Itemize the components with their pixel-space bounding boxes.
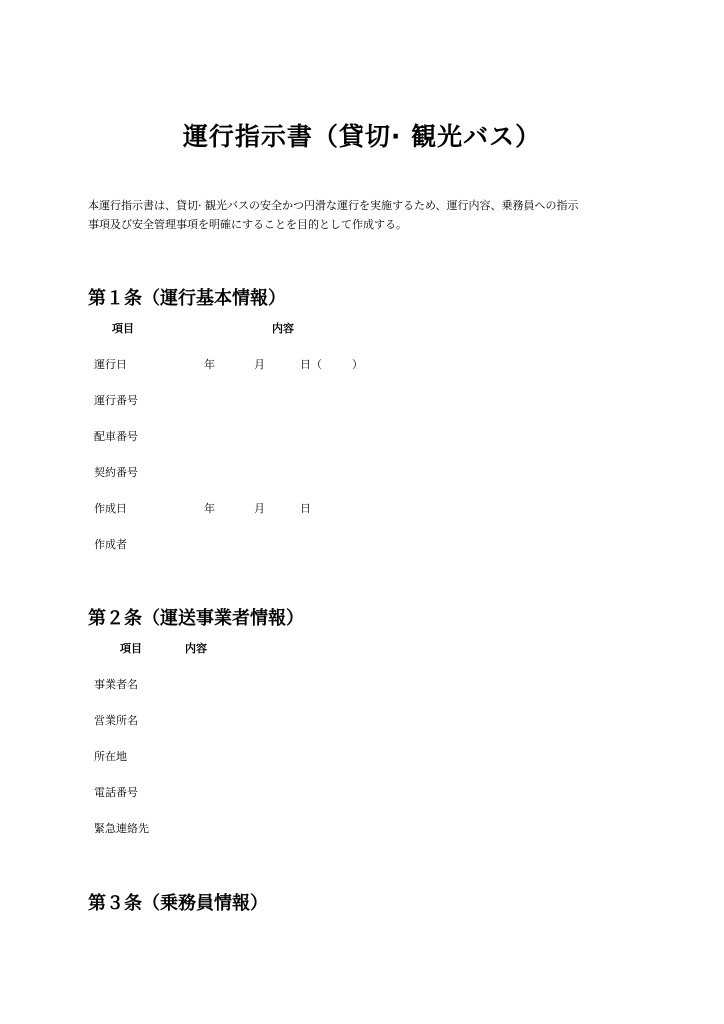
row-label-operation-date: 運行日: [94, 358, 127, 371]
section-2-heading: 第２条（運送事業者情報）: [88, 608, 304, 629]
intro-line-2: 事項及び安全管理事項を明確にすることを目的として作成する。: [88, 218, 407, 231]
row-label-author: 作成者: [94, 538, 127, 551]
document-title: 運行指示書（貸切· 観光バス）: [182, 122, 542, 151]
operation-date-year: 年: [204, 358, 215, 371]
section-2-col-item: 項目: [120, 642, 142, 655]
row-label-emergency-contact: 緊急連絡先: [94, 822, 149, 835]
created-date-month: 月: [254, 502, 265, 515]
operation-date-weekday-close: ）: [352, 358, 363, 371]
created-date-day: 日: [300, 502, 311, 515]
row-label-office-name: 営業所名: [94, 714, 138, 727]
section-1-col-item: 項目: [112, 322, 134, 335]
row-label-phone: 電話番号: [94, 786, 138, 799]
row-label-dispatch-number: 配車番号: [94, 430, 138, 443]
section-1-heading: 第１条（運行基本情報）: [88, 288, 286, 309]
row-label-created-date: 作成日: [94, 502, 127, 515]
intro-paragraph: [88, 196, 648, 234]
operation-date-day: 日（: [300, 358, 322, 371]
section-3-heading: 第３条（乗務員情報）: [88, 893, 268, 914]
intro-line-1: 本運行指示書は、貸切· 観光バスの安全かつ円滑な運行を実施するため、運行内容、乗務員への指示: [88, 199, 579, 212]
row-label-address: 所在地: [94, 750, 127, 763]
section-1-col-content: 内容: [272, 322, 294, 335]
row-label-contract-number: 契約番号: [94, 466, 138, 479]
section-2-col-content: 内容: [185, 642, 207, 655]
created-date-year: 年: [204, 502, 215, 515]
row-label-operator-name: 事業者名: [94, 678, 138, 691]
operation-date-month: 月: [254, 358, 265, 371]
row-label-operation-number: 運行番号: [94, 394, 138, 407]
